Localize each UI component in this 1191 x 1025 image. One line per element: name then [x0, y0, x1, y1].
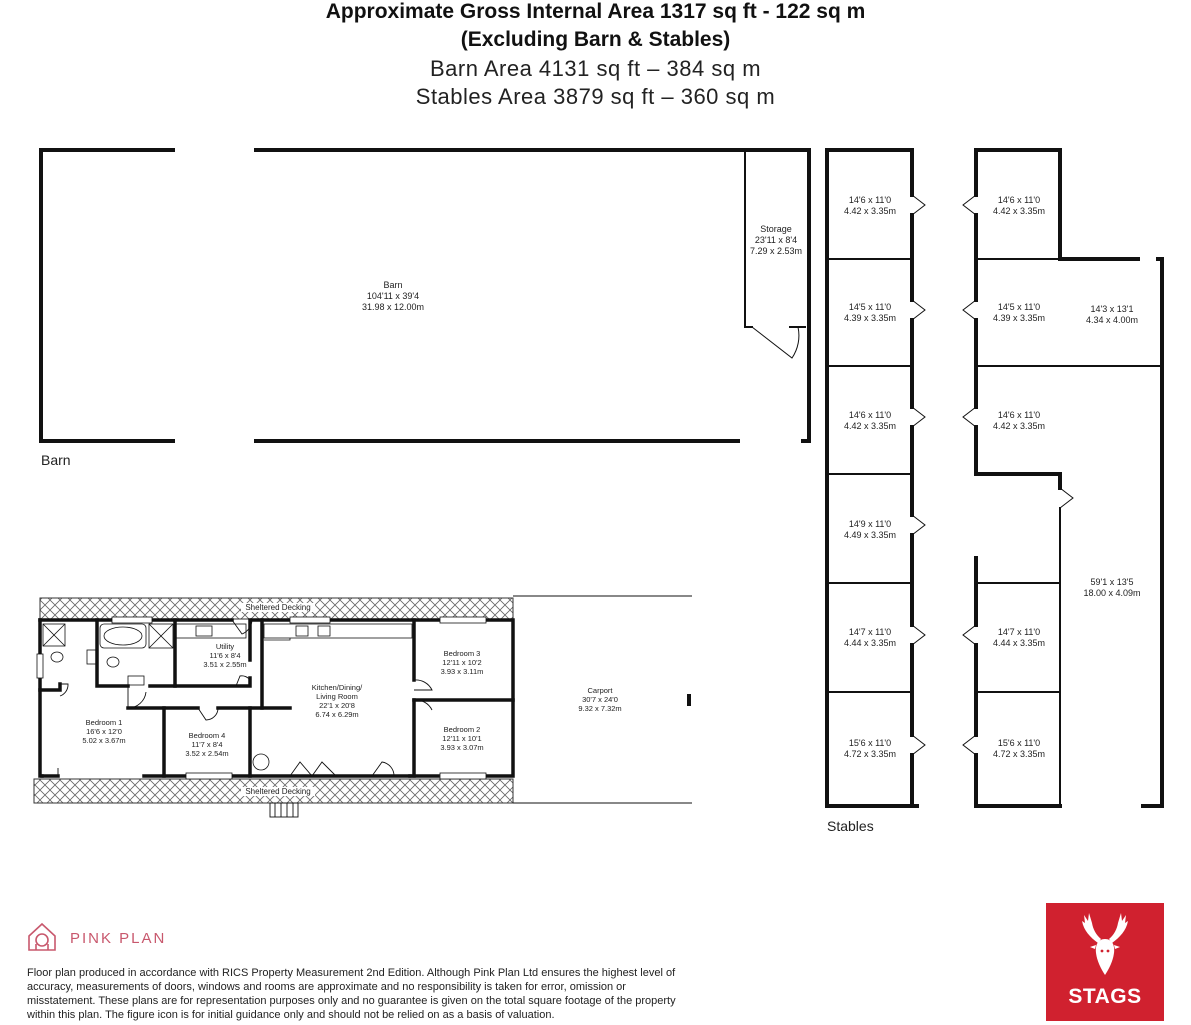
decking-top-label: Sheltered Decking [245, 603, 311, 612]
barn-imperial: 104'11 x 39'4 [366, 291, 420, 301]
stable-left-4-imperial: 14'9 x 11'0 [848, 519, 892, 529]
bedroom1-metric: 5.02 x 3.67m [82, 736, 126, 745]
bedroom2-label: Bedroom 2 [443, 725, 481, 734]
stable-left-5-imperial: 14'7 x 11'0 [848, 627, 892, 637]
kitchen-label-1: Kitchen/Dining/ [311, 683, 363, 692]
side-room-imperial: 14'3 x 13'1 [1090, 304, 1134, 314]
barn-area-line: Barn Area 4131 sq ft – 384 sq m [429, 56, 762, 81]
stable-right-4-imperial: 14'7 x 11'0 [997, 627, 1041, 637]
carport-imperial: 30'7 x 24'0 [582, 695, 618, 704]
bedroom3-metric: 3.93 x 3.11m [440, 667, 484, 676]
bedroom4-metric: 3.52 x 2.54m [185, 749, 229, 758]
carport-post [687, 694, 691, 706]
aisle-imperial: 59'1 x 13'5 [1090, 577, 1134, 587]
stable-right-3-metric: 4.42 x 3.35m [992, 421, 1046, 431]
carport-metric: 9.32 x 7.32m [578, 704, 622, 713]
kitchen-imperial: 22'1 x 20'8 [319, 701, 355, 710]
stable-left-3-imperial: 14'6 x 11'0 [848, 410, 892, 420]
stable-left-2-metric: 4.39 x 3.35m [843, 313, 897, 323]
stables-area-line: Stables Area 3879 sq ft – 360 sq m [415, 84, 776, 109]
house-door-icons [58, 620, 432, 776]
stable-left-1-metric: 4.42 x 3.35m [843, 206, 897, 216]
pink-plan-logo-icon [29, 924, 55, 950]
pink-plan-brand: PINK PLAN [70, 930, 167, 947]
bedroom4-label: Bedroom 4 [188, 731, 226, 740]
utility-metric: 3.51 x 2.55m [203, 660, 247, 669]
stable-left-6-metric: 4.72 x 3.35m [843, 749, 897, 759]
barn-metric: 31.98 x 12.00m [361, 302, 425, 312]
stags-wordmark: STAGS [1068, 985, 1142, 1008]
utility-label: Utility [215, 642, 235, 651]
stables-right-labels [993, 195, 1045, 759]
bedroom4-imperial: 11'7 x 8'4 [191, 740, 223, 749]
stable-right-1-metric: 4.42 x 3.35m [992, 206, 1046, 216]
stable-right-2-imperial: 14'5 x 11'0 [997, 302, 1041, 312]
bedroom3-imperial: 12'11 x 10'2 [442, 658, 482, 667]
stables-left-labels [844, 195, 896, 759]
stables-building [827, 150, 1162, 806]
storage-door-icon [752, 327, 799, 358]
stag-head-icon [1046, 903, 1164, 983]
stable-right-1-imperial: 14'6 x 11'0 [997, 195, 1041, 205]
stable-left-5-metric: 4.44 x 3.35m [843, 638, 897, 648]
storage-imperial: 23'11 x 8'4 [754, 235, 798, 245]
bedroom1-imperial: 16'6 x 12'0 [86, 727, 122, 736]
stable-left-1-imperial: 14'6 x 11'0 [848, 195, 892, 205]
kitchen-label-2: Living Room [316, 692, 358, 701]
stable-right-2-metric: 4.39 x 3.35m [992, 313, 1046, 323]
stable-right-4-metric: 4.44 x 3.35m [992, 638, 1046, 648]
kitchen-metric: 6.74 x 6.29m [315, 710, 359, 719]
bathroom-fixtures [43, 624, 173, 685]
area-title-line2: (Excluding Barn & Stables) [460, 28, 731, 51]
stables-section-label: Stables [827, 818, 874, 834]
aisle-metric: 18.00 x 4.09m [1083, 588, 1141, 598]
stable-right-5-metric: 4.72 x 3.35m [992, 749, 1046, 759]
bedroom2-imperial: 12'11 x 10'1 [442, 734, 482, 743]
bedroom2-metric: 3.93 x 3.07m [440, 743, 484, 752]
house-walls [40, 620, 513, 776]
barn-section-label: Barn [41, 452, 71, 468]
utility-imperial: 11'6 x 8'4 [209, 651, 241, 660]
stags-logo [1046, 903, 1164, 1021]
bedroom3-label: Bedroom 3 [443, 649, 481, 658]
stable-left-4-metric: 4.49 x 3.35m [843, 530, 897, 540]
carport-label: Carport [587, 686, 613, 695]
storage-label: Storage [760, 224, 792, 234]
stable-right-3-imperial: 14'6 x 11'0 [997, 410, 1041, 420]
front-steps [270, 803, 298, 817]
stable-left-6-imperial: 15'6 x 11'0 [848, 738, 892, 748]
barn-building [41, 150, 809, 441]
disclaimer-text: Floor plan produced in accordance with RICS Property Measurement 2nd Edition. Although Pink Plan Ltd ensures the highest level of accuracy, measurements of doors, windows and rooms are approximate and no responsibility is taken for error, omission or misstatement. These plans are for representation purposes only and no guarantee is given on the total square footage of the property within this plan. The figure icon is for initial guidance only and should not be relied on as a basis of valuation. [27, 967, 676, 1021]
area-title-line1: Approximate Gross Internal Area 1317 sq ft - 122 sq m [325, 0, 866, 23]
decking-bottom-label: Sheltered Decking [245, 787, 311, 796]
stable-right-5-imperial: 15'6 x 11'0 [997, 738, 1041, 748]
side-room-metric: 4.34 x 4.00m [1085, 315, 1139, 325]
storage-metric: 7.29 x 2.53m [749, 246, 803, 256]
stable-left-2-imperial: 14'5 x 11'0 [848, 302, 892, 312]
bedroom1-label: Bedroom 1 [85, 718, 123, 727]
stable-left-3-metric: 4.42 x 3.35m [843, 421, 897, 431]
barn-label: Barn [383, 280, 403, 290]
